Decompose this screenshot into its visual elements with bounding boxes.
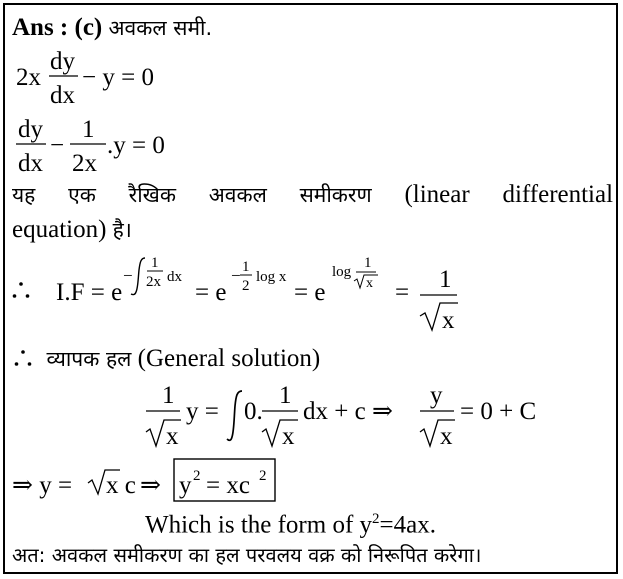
svg-text:1: 1 [162,382,175,409]
svg-text:y =: y = [186,398,219,425]
svg-text:1: 1 [151,255,159,271]
svg-text:1: 1 [364,255,372,271]
answer-heading [12,15,212,40]
answer-label: Ans : (c) [12,14,103,41]
word: differential [502,181,614,208]
final-equation [12,456,282,506]
svg-text:dx: dx [18,150,43,177]
integrating-factor [12,250,482,336]
conclusion-hindi: अत: अवकल समीकरण का हल परवलय वक्र को निरूपित करेगा। [12,543,482,567]
linear-statement-line-1 [12,182,613,207]
svg-text:= xc: = xc [206,472,250,499]
svg-text:2x: 2x [72,150,97,177]
svg-text:log x: log x [256,269,287,285]
svg-text:0.: 0. [244,398,263,425]
linear-statement-line-2 [12,217,132,242]
general-solution-equation [140,377,560,453]
word: रैखिक [128,183,176,207]
svg-text:.y = 0: .y = 0 [107,132,165,159]
form-text: Which is the form of y [145,511,373,539]
general-solution-heading [12,346,320,371]
svg-text:1: 1 [242,259,250,275]
svg-text:dy: dy [50,48,75,75]
gs-hindi: व्यापक हल [46,347,132,371]
svg-text:dx: dx [50,82,75,109]
svg-text:I.F = e: I.F = e [56,279,123,306]
form-text-end: =4ax. [379,511,436,539]
svg-text:1: 1 [439,266,452,293]
word: (linear [404,181,470,208]
equation-2 [12,114,212,182]
svg-text:− y = 0: − y = 0 [82,64,154,91]
svg-text:= e: = e [294,279,326,306]
svg-text:1: 1 [82,116,95,143]
svg-text:x: x [282,423,295,450]
svg-text:−: − [231,266,241,285]
svg-text:y: y [430,382,443,409]
word: है। [112,218,132,242]
svg-text:x: x [442,307,455,334]
svg-text:1: 1 [279,382,292,409]
svg-text:⇒: ⇒ [372,398,393,425]
svg-text:2x: 2x [146,274,161,290]
svg-text:dx: dx [167,269,182,285]
form-statement [145,512,436,537]
svg-text:2: 2 [193,468,201,484]
word: यह [12,183,36,207]
svg-text:= e: = e [195,279,227,306]
svg-text:⇒: ⇒ [140,472,161,499]
svg-text:x c: x c [106,472,136,499]
svg-text:x: x [366,276,373,291]
svg-text:x: x [440,423,453,450]
svg-text:⇒ y =: ⇒ y = [12,472,73,499]
svg-text:dx + c: dx + c [303,398,366,425]
svg-text:y: y [179,472,192,499]
form-sup: 2 [372,511,380,527]
word: समीकरण [299,183,372,207]
word: equation) [12,216,107,243]
equation-1 [12,46,212,112]
word: अवकल [208,183,267,207]
svg-text:x: x [166,423,179,450]
svg-text:2: 2 [242,278,250,294]
svg-text:2: 2 [259,468,267,484]
svg-text:=: = [395,279,410,306]
gs-english: (General solution) [137,345,321,372]
svg-text:2x: 2x [16,64,41,91]
answer-hindi: अवकल समी. [108,16,213,40]
svg-text:= 0 + C: = 0 + C [460,398,537,425]
svg-text:−: − [123,266,133,285]
svg-text:dy: dy [18,116,43,143]
svg-text:−: − [50,132,65,159]
word: एक [68,183,96,207]
therefore-symbol [12,347,34,369]
svg-text:log: log [332,264,352,280]
